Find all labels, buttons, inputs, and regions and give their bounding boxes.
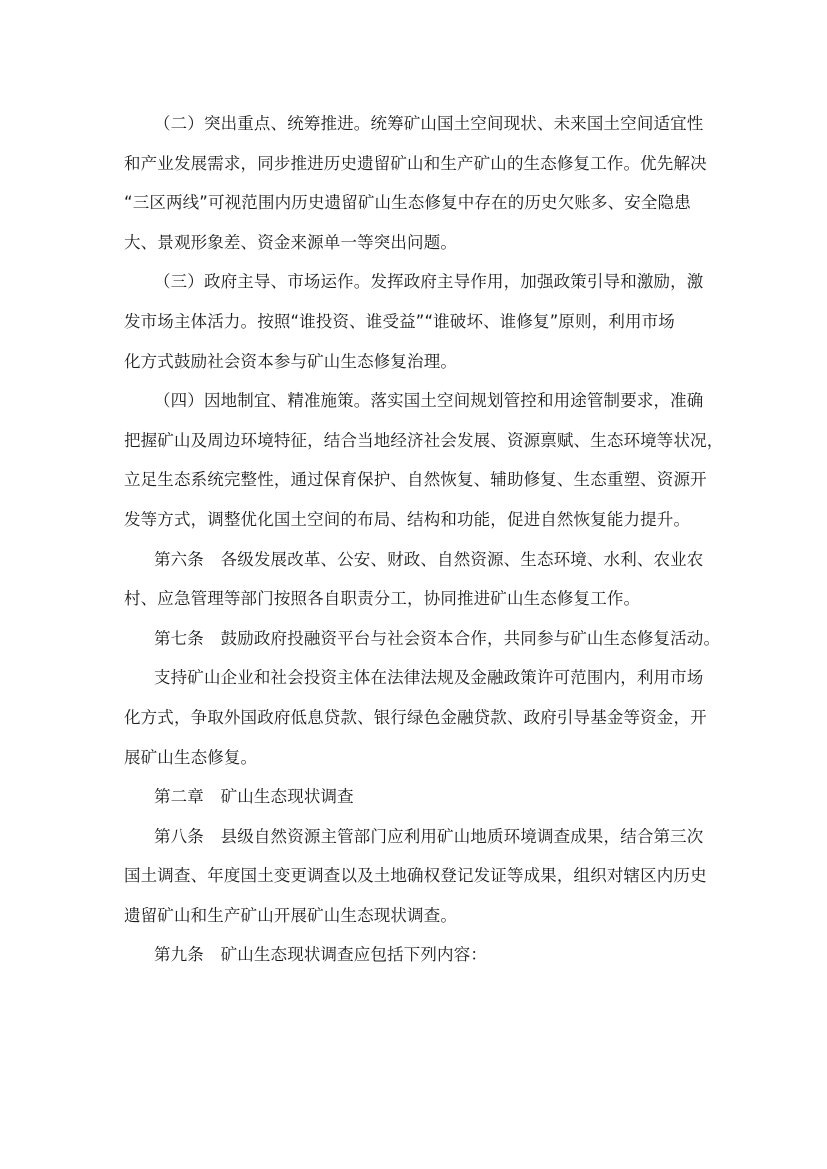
text-line: 化方式鼓励社会资本参与矿山生态修复治理。: [124, 351, 457, 371]
paragraph-article-6: [124, 540, 702, 619]
text-line: 发等方式，调整优化国土空间的布局、结构和功能，促进自然恢复能力提升。: [124, 509, 691, 529]
chapter-2-heading: [124, 777, 702, 817]
document-body: [124, 104, 724, 975]
text-line: 支持矿山企业和社会投资主体在法律法规及金融政策许可范围内，利用市场: [154, 668, 704, 688]
text-line: 村、应急管理等部门按照各自职责分工，协同推进矿山生态修复工作。: [124, 589, 641, 609]
paragraph-article-8: [124, 817, 707, 936]
paragraph-article-7-support: [124, 658, 707, 777]
text-line: 化方式，争取外国政府低息贷款、银行绿色金融贷款、政府引导基金等资金，开: [124, 707, 707, 727]
paragraph-article-9: [124, 935, 702, 975]
text-line: 第七条 鼓励政府投融资平台与社会资本合作，共同参与矿山生态修复活动。: [154, 628, 721, 648]
paragraph-principle-2: [124, 104, 707, 262]
text-line: 第九条 矿山生态现状调查应包括下列内容：: [154, 945, 487, 965]
text-line: 第六条 各级发展改革、公安、财政、自然资源、生态环境、水利、农业农: [154, 549, 704, 569]
paragraph-principle-4: [124, 381, 724, 539]
text-line: “三区两线”可视范围内历史遗留矿山生态修复中存在的历史欠账多、安全隐患: [124, 193, 691, 213]
text-line: 发市场主体活力。按照“谁投资、谁受益”“谁破坏、谁修复”原则，利用市场: [124, 311, 675, 331]
text-line: 把握矿山及周边环境特征，结合当地经济社会发展、资源禀赋、生态环境等状况，: [124, 430, 724, 450]
text-line: 第八条 县级自然资源主管部门应利用矿山地质环境调查成果，结合第三次: [154, 826, 704, 846]
text-line: 第二章 矿山生态现状调查: [154, 787, 354, 807]
paragraph-article-7: [124, 619, 721, 659]
text-line: （二）突出重点、统筹推进。统筹矿山国土空间现状、未来国土空间适宜性: [154, 114, 704, 133]
paragraph-principle-3: [124, 262, 702, 381]
text-line: （四）因地制宜、精准施策。落实国土空间规划管控和用途管制要求，准确: [154, 391, 704, 411]
text-line: （三）政府主导、市场运作。发挥政府主导作用，加强政策引导和激励，激: [154, 272, 704, 292]
text-line: 和产业发展需求，同步推进历史遗留矿山和生产矿山的生态修复工作。优先解决: [124, 153, 707, 173]
text-line: 展矿山生态修复。: [124, 747, 258, 767]
text-line: 国土调查、年度国土变更调查以及土地确权登记发证等成果，组织对辖区内历史: [124, 866, 707, 886]
text-line: 遗留矿山和生产矿山开展矿山生态现状调查。: [124, 905, 457, 925]
text-line: 大、景观形象差、资金来源单一等突出问题。: [124, 232, 457, 252]
text-line: 立足生态系统完整性，通过保育保护、自然恢复、辅助修复、生态重塑、资源开: [124, 470, 707, 490]
